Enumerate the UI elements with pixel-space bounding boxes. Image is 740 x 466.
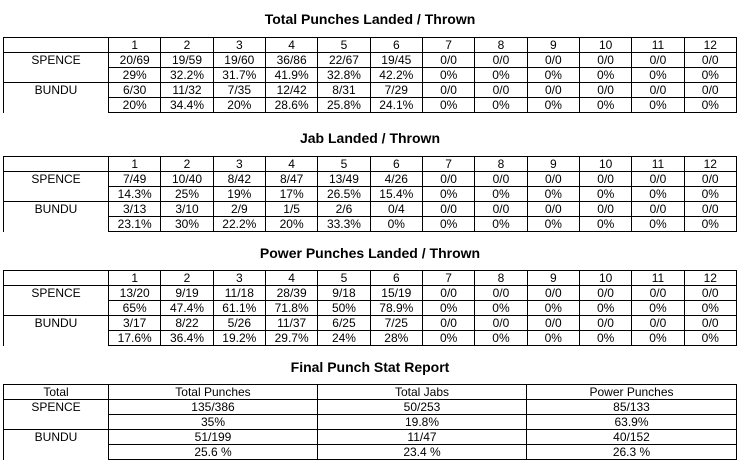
round-number-cell: 7 xyxy=(422,38,474,53)
landed-thrown-cell: 0/0 xyxy=(422,316,474,331)
percentage-cell: 34.4% xyxy=(161,98,213,113)
round-number-cell: 2 xyxy=(161,271,213,286)
section-title: Jab Landed / Thrown xyxy=(299,130,440,146)
percentage-cell: 23.1% xyxy=(109,217,161,232)
round-number-cell: 8 xyxy=(475,38,527,53)
header-blank-cell xyxy=(4,271,109,286)
landed-thrown-cell: 13/20 xyxy=(109,286,161,301)
percentage-cell: 0% xyxy=(579,217,631,232)
landed-thrown-cell: 0/0 xyxy=(475,202,527,217)
round-number-cell: 6 xyxy=(370,271,422,286)
landed-thrown-cell: 19/45 xyxy=(370,53,422,68)
landed-thrown-cell: 10/40 xyxy=(161,172,213,187)
landed-thrown-cell: 8/31 xyxy=(318,83,370,98)
final-total-cell: 50/253 xyxy=(318,400,527,415)
final-header-row xyxy=(4,385,737,400)
round-number-cell: 6 xyxy=(370,157,422,172)
landed-thrown-cell: 13/49 xyxy=(318,172,370,187)
round-number-cell: 4 xyxy=(265,38,317,53)
landed-thrown-cell: 0/0 xyxy=(422,202,474,217)
round-number-cell: 9 xyxy=(527,271,579,286)
landed-thrown-cell: 0/0 xyxy=(684,286,736,301)
round-stats-table xyxy=(3,156,737,232)
section-title: Total Punches Landed / Thrown xyxy=(264,11,476,27)
landed-thrown-cell: 11/18 xyxy=(213,286,265,301)
percentage-row xyxy=(4,331,737,346)
percentage-cell: 15.4% xyxy=(370,187,422,202)
landed-thrown-cell: 0/0 xyxy=(684,53,736,68)
landed-thrown-cell: 28/39 xyxy=(265,286,317,301)
percentage-cell: 19% xyxy=(213,187,265,202)
landed-thrown-cell: 15/19 xyxy=(370,286,422,301)
percentage-cell: 0% xyxy=(370,217,422,232)
fighter-name-cell-continued xyxy=(4,98,109,113)
landed-thrown-cell: 0/0 xyxy=(527,83,579,98)
percentage-cell: 0% xyxy=(422,68,474,83)
round-number-cell: 7 xyxy=(422,271,474,286)
final-report-title: Final Punch Stat Report xyxy=(290,359,450,375)
fighter-name-cell: BUNDU xyxy=(4,202,109,217)
final-total-cell: 135/386 xyxy=(109,400,318,415)
percentage-cell: 0% xyxy=(527,98,579,113)
final-stats-table xyxy=(3,384,737,460)
fighter-name-cell-continued xyxy=(4,68,109,83)
final-header-cell: Total Jabs xyxy=(318,385,527,400)
percentage-cell: 0% xyxy=(475,187,527,202)
percentage-cell: 0% xyxy=(579,98,631,113)
percentage-cell: 17% xyxy=(265,187,317,202)
round-number-cell: 4 xyxy=(265,271,317,286)
landed-thrown-cell: 0/0 xyxy=(475,53,527,68)
round-number-cell: 6 xyxy=(370,38,422,53)
round-number-cell: 12 xyxy=(684,38,736,53)
fighter-name-cell: BUNDU xyxy=(4,316,109,331)
final-percentage-cell: 25.6 % xyxy=(109,445,318,460)
landed-thrown-cell: 11/32 xyxy=(161,83,213,98)
fighter-name-cell-continued xyxy=(4,445,109,460)
landed-thrown-cell: 0/0 xyxy=(684,83,736,98)
landed-thrown-cell: 0/0 xyxy=(579,316,631,331)
percentage-cell: 24.1% xyxy=(370,98,422,113)
landed-thrown-cell: 0/0 xyxy=(632,286,684,301)
percentage-cell: 65% xyxy=(109,301,161,316)
final-total-cell: 11/47 xyxy=(318,430,527,445)
fighter-name-cell-continued xyxy=(4,415,109,430)
percentage-cell: 22.2% xyxy=(213,217,265,232)
landed-thrown-cell: 8/22 xyxy=(161,316,213,331)
percentage-cell: 0% xyxy=(579,68,631,83)
landed-thrown-cell: 0/0 xyxy=(475,172,527,187)
landed-thrown-row xyxy=(4,53,737,68)
percentage-cell: 0% xyxy=(684,98,736,113)
final-header-cell: Total Punches xyxy=(109,385,318,400)
final-percentage-row xyxy=(4,445,737,460)
round-number-cell: 12 xyxy=(684,271,736,286)
percentage-row xyxy=(4,301,737,316)
landed-thrown-cell: 0/0 xyxy=(475,286,527,301)
landed-thrown-cell: 0/0 xyxy=(527,316,579,331)
header-blank-cell xyxy=(4,157,109,172)
percentage-row xyxy=(4,217,737,232)
landed-thrown-cell: 0/0 xyxy=(527,172,579,187)
round-number-cell: 1 xyxy=(109,157,161,172)
percentage-cell: 0% xyxy=(422,98,474,113)
landed-thrown-cell: 0/0 xyxy=(632,172,684,187)
percentage-cell: 20% xyxy=(213,98,265,113)
round-number-cell: 11 xyxy=(632,38,684,53)
round-number-cell: 4 xyxy=(265,157,317,172)
percentage-cell: 19.2% xyxy=(213,331,265,346)
percentage-cell: 71.8% xyxy=(265,301,317,316)
final-percentage-cell: 26.3 % xyxy=(527,445,737,460)
percentage-cell: 14.3% xyxy=(109,187,161,202)
percentage-cell: 0% xyxy=(632,301,684,316)
final-percentage-cell: 23.4 % xyxy=(318,445,527,460)
percentage-cell: 29% xyxy=(109,68,161,83)
fighter-name-cell-continued xyxy=(4,217,109,232)
landed-thrown-cell: 0/0 xyxy=(475,83,527,98)
landed-thrown-cell: 36/86 xyxy=(265,53,317,68)
landed-thrown-cell: 0/0 xyxy=(579,172,631,187)
round-number-cell: 11 xyxy=(632,157,684,172)
percentage-cell: 0% xyxy=(475,301,527,316)
landed-thrown-cell: 0/0 xyxy=(579,202,631,217)
round-number-cell: 12 xyxy=(684,157,736,172)
round-number-cell: 8 xyxy=(475,271,527,286)
landed-thrown-cell: 6/30 xyxy=(109,83,161,98)
landed-thrown-row xyxy=(4,316,737,331)
percentage-cell: 28.6% xyxy=(265,98,317,113)
landed-thrown-cell: 7/25 xyxy=(370,316,422,331)
section-title: Power Punches Landed / Thrown xyxy=(259,245,481,261)
final-percentage-cell: 19.8% xyxy=(318,415,527,430)
percentage-cell: 30% xyxy=(161,217,213,232)
landed-thrown-cell: 0/0 xyxy=(632,316,684,331)
percentage-cell: 0% xyxy=(475,331,527,346)
percentage-row xyxy=(4,187,737,202)
percentage-row xyxy=(4,68,737,83)
percentage-cell: 0% xyxy=(422,217,474,232)
landed-thrown-cell: 0/0 xyxy=(579,53,631,68)
landed-thrown-cell: 0/0 xyxy=(527,202,579,217)
percentage-cell: 0% xyxy=(684,301,736,316)
percentage-cell: 47.4% xyxy=(161,301,213,316)
landed-thrown-cell: 0/4 xyxy=(370,202,422,217)
round-number-cell: 3 xyxy=(213,38,265,53)
landed-thrown-cell: 4/26 xyxy=(370,172,422,187)
percentage-cell: 25.8% xyxy=(318,98,370,113)
fighter-name-cell: SPENCE xyxy=(4,172,109,187)
percentage-cell: 0% xyxy=(475,68,527,83)
landed-thrown-cell: 0/0 xyxy=(527,53,579,68)
percentage-cell: 0% xyxy=(475,98,527,113)
percentage-cell: 50% xyxy=(318,301,370,316)
percentage-cell: 24% xyxy=(318,331,370,346)
percentage-cell: 0% xyxy=(632,68,684,83)
percentage-cell: 0% xyxy=(684,217,736,232)
final-totals-row xyxy=(4,430,737,445)
landed-thrown-cell: 8/47 xyxy=(265,172,317,187)
percentage-cell: 0% xyxy=(527,187,579,202)
landed-thrown-cell: 20/69 xyxy=(109,53,161,68)
landed-thrown-cell: 0/0 xyxy=(632,202,684,217)
landed-thrown-cell: 0/0 xyxy=(632,53,684,68)
final-total-cell: 85/133 xyxy=(527,400,737,415)
percentage-cell: 0% xyxy=(684,331,736,346)
landed-thrown-cell: 19/60 xyxy=(213,53,265,68)
percentage-cell: 0% xyxy=(684,68,736,83)
percentage-cell: 0% xyxy=(422,301,474,316)
final-percentage-cell: 35% xyxy=(109,415,318,430)
percentage-cell: 28% xyxy=(370,331,422,346)
landed-thrown-row xyxy=(4,202,737,217)
round-number-cell: 1 xyxy=(109,38,161,53)
landed-thrown-cell: 2/6 xyxy=(318,202,370,217)
landed-thrown-cell: 0/0 xyxy=(632,83,684,98)
percentage-cell: 0% xyxy=(527,301,579,316)
round-number-cell: 5 xyxy=(318,157,370,172)
landed-thrown-cell: 9/18 xyxy=(318,286,370,301)
landed-thrown-cell: 3/13 xyxy=(109,202,161,217)
round-number-cell: 9 xyxy=(527,38,579,53)
percentage-cell: 0% xyxy=(579,301,631,316)
round-number-cell: 11 xyxy=(632,271,684,286)
final-totals-row xyxy=(4,400,737,415)
landed-thrown-row xyxy=(4,83,737,98)
percentage-cell: 25% xyxy=(161,187,213,202)
final-total-cell: 40/152 xyxy=(527,430,737,445)
percentage-cell: 78.9% xyxy=(370,301,422,316)
landed-thrown-cell: 2/9 xyxy=(213,202,265,217)
landed-thrown-cell: 11/37 xyxy=(265,316,317,331)
round-number-cell: 10 xyxy=(579,271,631,286)
percentage-cell: 0% xyxy=(684,187,736,202)
landed-thrown-row xyxy=(4,172,737,187)
round-header-row xyxy=(4,38,737,53)
landed-thrown-cell: 0/0 xyxy=(422,286,474,301)
final-header-cell: Total xyxy=(4,385,109,400)
landed-thrown-cell: 19/59 xyxy=(161,53,213,68)
round-number-cell: 10 xyxy=(579,157,631,172)
round-stats-table xyxy=(3,37,737,113)
landed-thrown-cell: 0/0 xyxy=(527,286,579,301)
landed-thrown-cell: 0/0 xyxy=(422,83,474,98)
final-percentage-row xyxy=(4,415,737,430)
header-blank-cell xyxy=(4,38,109,53)
landed-thrown-cell: 0/0 xyxy=(684,202,736,217)
percentage-cell: 0% xyxy=(632,331,684,346)
percentage-cell: 0% xyxy=(632,187,684,202)
final-percentage-cell: 63.9% xyxy=(527,415,737,430)
final-header-cell: Power Punches xyxy=(527,385,737,400)
fighter-name-cell: SPENCE xyxy=(4,286,109,301)
fighter-name-cell-continued xyxy=(4,301,109,316)
round-number-cell: 7 xyxy=(422,157,474,172)
percentage-cell: 32.8% xyxy=(318,68,370,83)
landed-thrown-cell: 0/0 xyxy=(422,53,474,68)
round-number-cell: 5 xyxy=(318,271,370,286)
fighter-name-cell: SPENCE xyxy=(4,400,109,415)
percentage-cell: 32.2% xyxy=(161,68,213,83)
landed-thrown-cell: 0/0 xyxy=(684,172,736,187)
landed-thrown-cell: 1/5 xyxy=(265,202,317,217)
round-number-cell: 9 xyxy=(527,157,579,172)
percentage-cell: 0% xyxy=(422,331,474,346)
landed-thrown-cell: 12/42 xyxy=(265,83,317,98)
landed-thrown-cell: 8/42 xyxy=(213,172,265,187)
round-number-cell: 10 xyxy=(579,38,631,53)
fighter-name-cell: SPENCE xyxy=(4,53,109,68)
percentage-cell: 20% xyxy=(109,98,161,113)
round-number-cell: 2 xyxy=(161,157,213,172)
landed-thrown-row xyxy=(4,286,737,301)
landed-thrown-cell: 3/10 xyxy=(161,202,213,217)
percentage-cell: 20% xyxy=(265,217,317,232)
percentage-cell: 36.4% xyxy=(161,331,213,346)
fighter-name-cell: BUNDU xyxy=(4,430,109,445)
percentage-cell: 0% xyxy=(632,98,684,113)
round-stats-table xyxy=(3,270,737,346)
percentage-cell: 33.3% xyxy=(318,217,370,232)
round-number-cell: 2 xyxy=(161,38,213,53)
round-number-cell: 5 xyxy=(318,38,370,53)
percentage-cell: 29.7% xyxy=(265,331,317,346)
fighter-name-cell: BUNDU xyxy=(4,83,109,98)
percentage-cell: 42.2% xyxy=(370,68,422,83)
percentage-cell: 0% xyxy=(422,187,474,202)
landed-thrown-cell: 9/19 xyxy=(161,286,213,301)
percentage-cell: 0% xyxy=(579,331,631,346)
round-header-row xyxy=(4,271,737,286)
landed-thrown-cell: 3/17 xyxy=(109,316,161,331)
percentage-cell: 0% xyxy=(527,331,579,346)
percentage-cell: 31.7% xyxy=(213,68,265,83)
round-number-cell: 1 xyxy=(109,271,161,286)
percentage-cell: 0% xyxy=(579,187,631,202)
landed-thrown-cell: 0/0 xyxy=(422,172,474,187)
percentage-cell: 41.9% xyxy=(265,68,317,83)
percentage-cell: 0% xyxy=(632,217,684,232)
round-header-row xyxy=(4,157,737,172)
landed-thrown-cell: 0/0 xyxy=(684,316,736,331)
landed-thrown-cell: 7/35 xyxy=(213,83,265,98)
landed-thrown-cell: 22/67 xyxy=(318,53,370,68)
percentage-cell: 17.6% xyxy=(109,331,161,346)
percentage-cell: 61.1% xyxy=(213,301,265,316)
fighter-name-cell-continued xyxy=(4,331,109,346)
landed-thrown-cell: 7/49 xyxy=(109,172,161,187)
landed-thrown-cell: 7/29 xyxy=(370,83,422,98)
percentage-cell: 26.5% xyxy=(318,187,370,202)
landed-thrown-cell: 0/0 xyxy=(579,83,631,98)
fighter-name-cell-continued xyxy=(4,187,109,202)
percentage-cell: 0% xyxy=(527,68,579,83)
landed-thrown-cell: 0/0 xyxy=(579,286,631,301)
percentage-cell: 0% xyxy=(527,217,579,232)
landed-thrown-cell: 6/25 xyxy=(318,316,370,331)
percentage-row xyxy=(4,98,737,113)
round-number-cell: 3 xyxy=(213,271,265,286)
round-number-cell: 3 xyxy=(213,157,265,172)
round-number-cell: 8 xyxy=(475,157,527,172)
percentage-cell: 0% xyxy=(475,217,527,232)
landed-thrown-cell: 0/0 xyxy=(475,316,527,331)
final-total-cell: 51/199 xyxy=(109,430,318,445)
landed-thrown-cell: 5/26 xyxy=(213,316,265,331)
